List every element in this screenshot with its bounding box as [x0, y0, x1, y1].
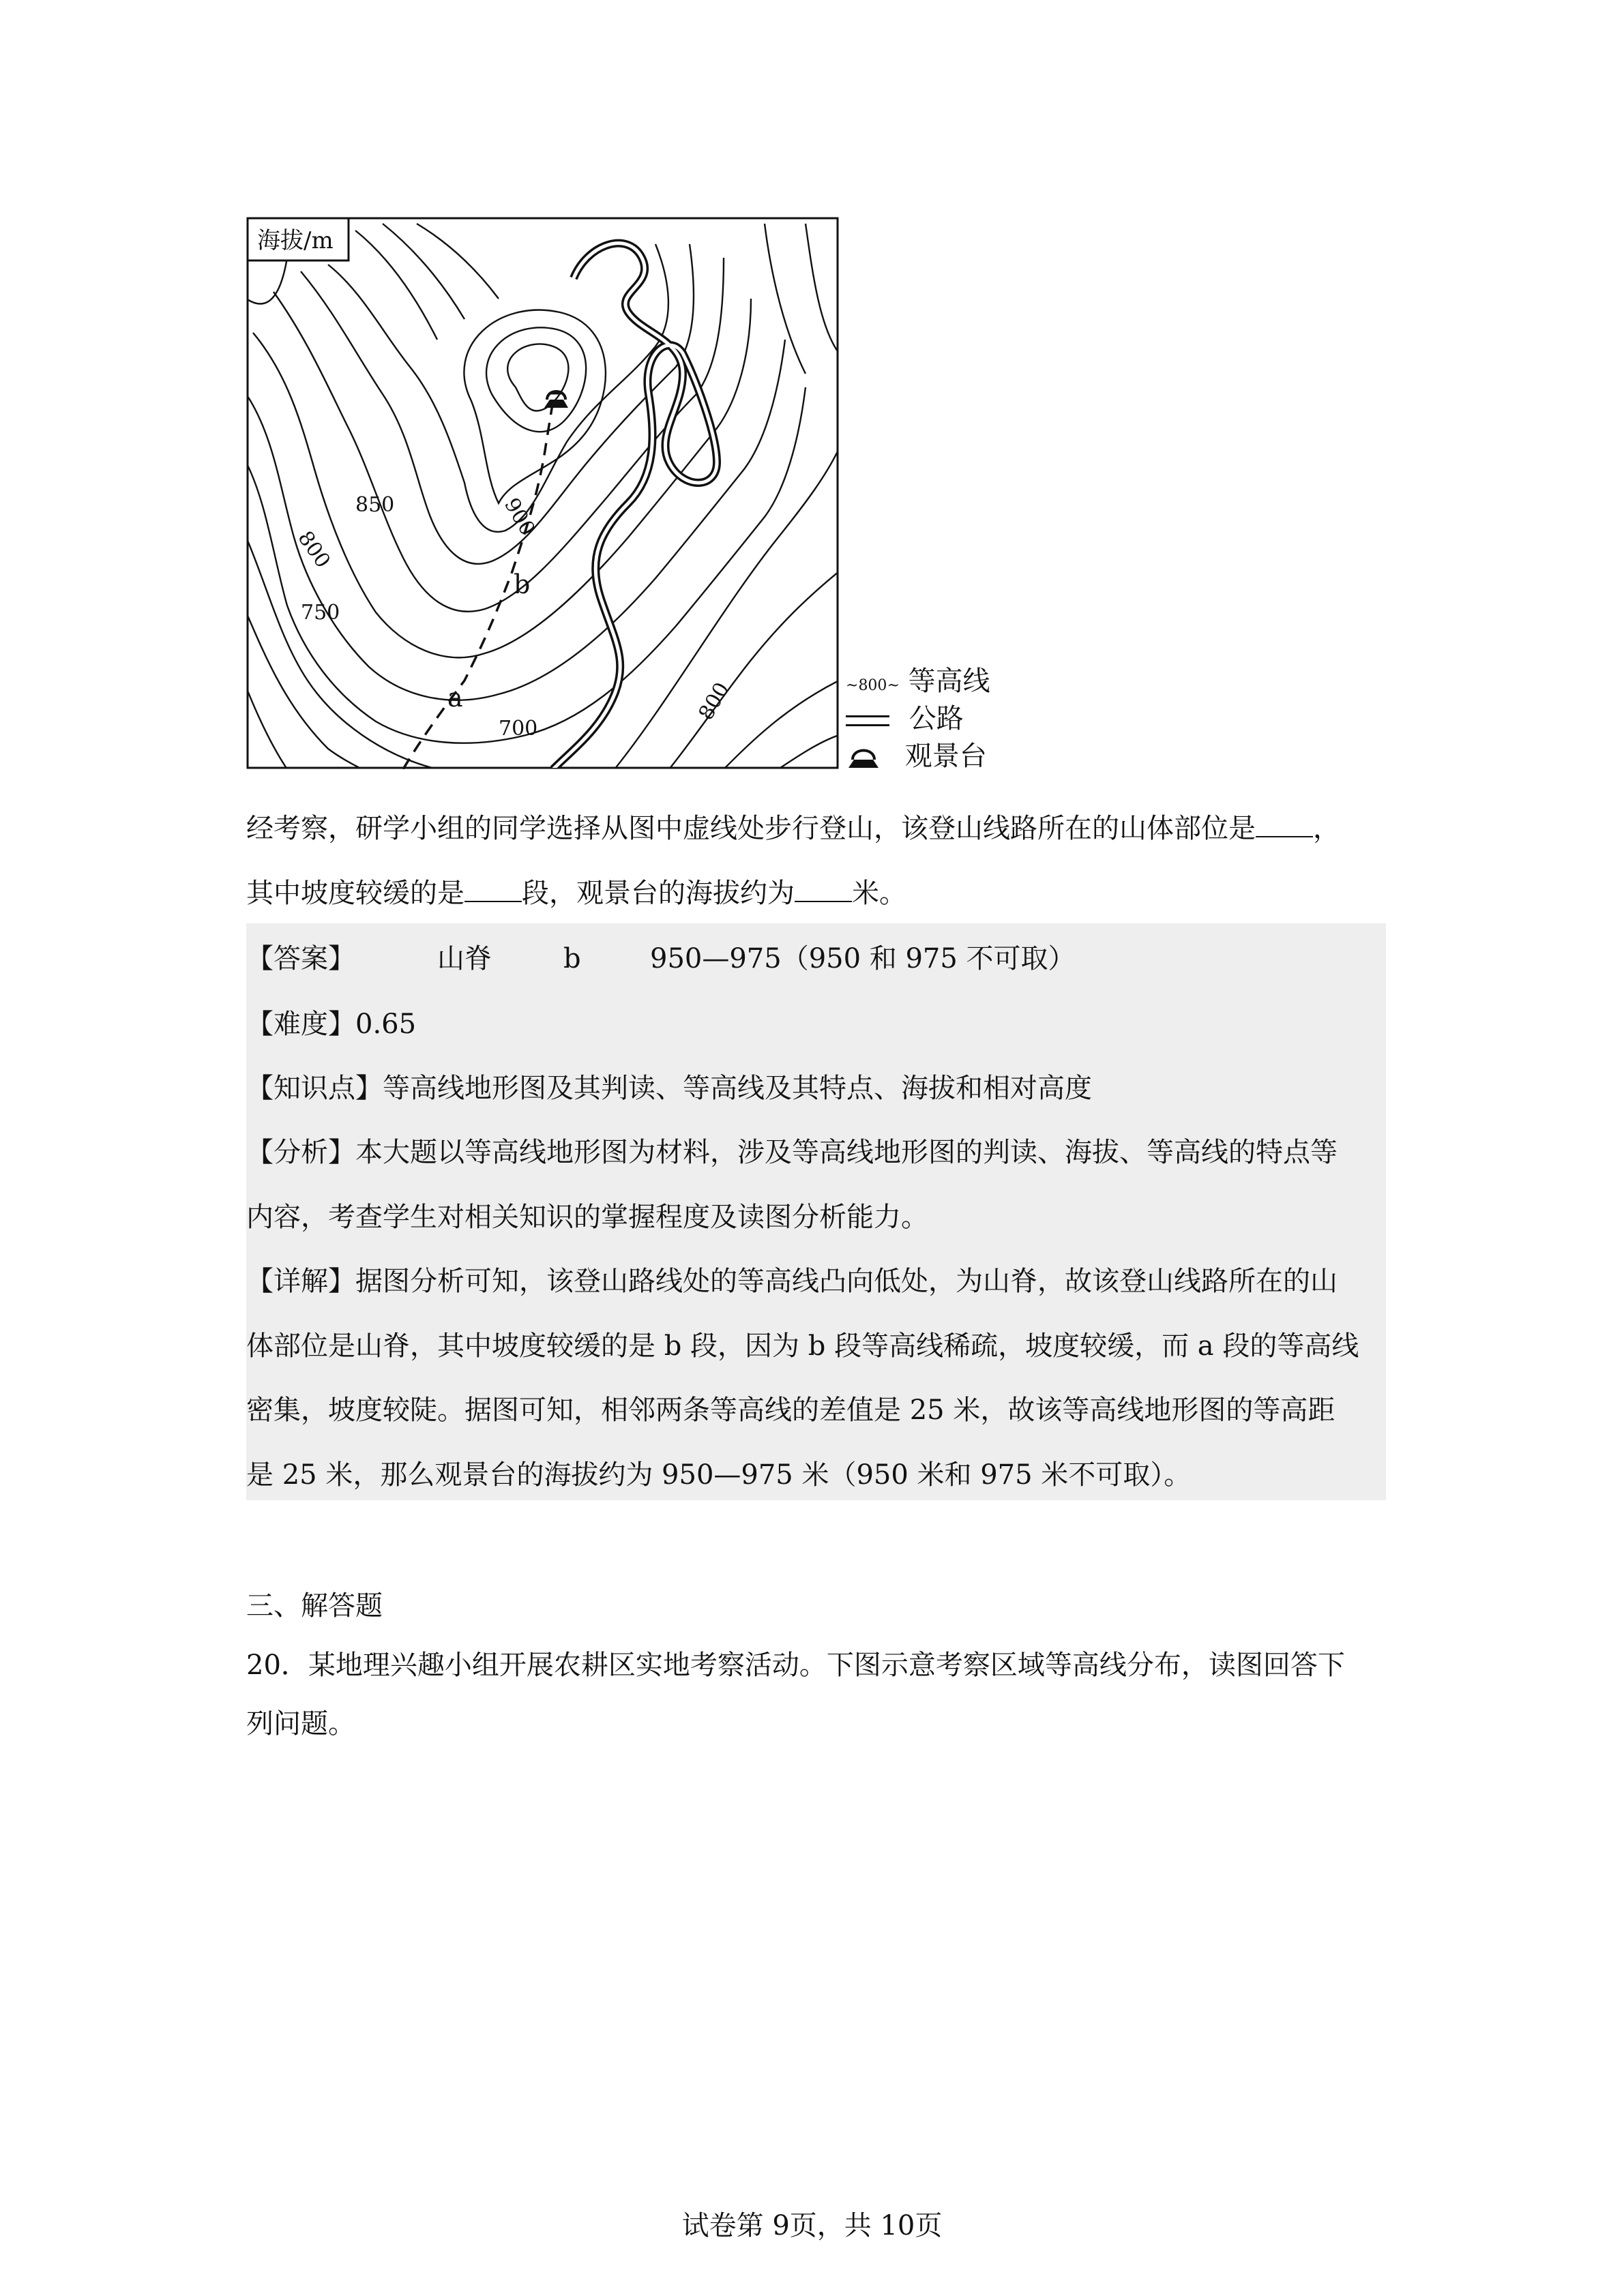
legend-label-contour: 等高线 [908, 666, 990, 697]
difficulty-value: 0.65 [355, 1009, 417, 1040]
difficulty-row [246, 1008, 416, 1041]
answer-blank-3 [795, 876, 852, 902]
knowledge-text: 等高线地形图及其判读、等高线及其特点、海拔和相对高度 [383, 1073, 1092, 1104]
answer-3: 950—975（950 和 975 不可取） [650, 943, 1076, 974]
detail-line-3: 密集，坡度较陡。据图可知，相邻两条等高线的差值是 25 米，故该等高线地形图的等高距 [246, 1395, 1335, 1426]
contour-label-850: 850 [355, 493, 395, 517]
question-20-line-2: 列问题。 [246, 1708, 355, 1740]
contour-label-750: 750 [301, 601, 340, 625]
viewing-platform-icon [544, 391, 568, 408]
analysis-line-1: 【分析】本大题以等高线地形图为材料，涉及等高线地形图的判读、海拔、等高线的特点等 [246, 1137, 1338, 1168]
point-label-a: a [447, 683, 463, 713]
legend-contour [846, 665, 990, 702]
section-heading: 三、解答题 [246, 1590, 383, 1622]
answer-2: b [563, 943, 581, 974]
detail-line-2: 体部位是山脊，其中坡度较缓的是 b 段，因为 b 段等高线稀疏，坡度较缓，而 a 段的等高线 [246, 1330, 1359, 1362]
legend-road [846, 702, 964, 735]
knowledge-row [246, 1072, 1092, 1105]
contour-map [246, 217, 839, 769]
knowledge-tag: 【知识点】 [246, 1073, 383, 1104]
question-20-line-1: 20．某地理兴趣小组开展农耕区实地考察活动。下图示意考察区域等高线分布，读图回答下 [246, 1650, 1345, 1681]
contour-label-800-right: 800 [694, 678, 735, 724]
detail-line-1: 【详解】据图分析可知，该登山路线处的等高线凸向低处，为山脊，故该登山线路所在的山 [246, 1266, 1338, 1297]
detail-tag: 【详解】 [246, 1266, 355, 1297]
answer-tag: 【答案】 [246, 943, 355, 974]
answer-row [246, 942, 355, 975]
answer-blank-2 [464, 876, 522, 902]
viewing-platform-icon [846, 746, 881, 771]
difficulty-tag: 【难度】 [246, 1009, 355, 1040]
question-line-2: 其中坡度较缓的是 段，观景台的海拔约为 米。 [246, 878, 906, 909]
answer-blank-1 [1256, 811, 1313, 837]
legend-label-viewing-platform: 观景台 [904, 741, 987, 772]
answer-1: 山脊 [437, 943, 492, 974]
page-footer: 试卷第 9页，共 10页 [681, 2210, 943, 2241]
map-corner-label: 海拔/m [257, 227, 334, 254]
contour-label-800: 800 [293, 526, 335, 573]
road-double-line-icon [846, 715, 889, 726]
detail-line-4: 是 25 米，那么观景台的海拔约为 950—975 米（950 米和 975 米不可取）。 [246, 1459, 1192, 1491]
legend-label-road: 公路 [909, 703, 964, 734]
point-label-b: b [514, 569, 531, 599]
contour-line-icon: ~800~ [846, 677, 900, 694]
analysis-line-2: 内容，考查学生对相关知识的掌握程度及读图分析能力。 [246, 1202, 928, 1233]
legend-viewing-platform [846, 740, 987, 773]
contour-label-900: 900 [499, 494, 540, 540]
analysis-tag: 【分析】 [246, 1137, 355, 1168]
contour-label-700: 700 [499, 717, 538, 741]
question-line-1: 经考察，研学小组的同学选择从图中虚线处步行登山，该登山线路所在的山体部位是 ， [246, 813, 1340, 844]
